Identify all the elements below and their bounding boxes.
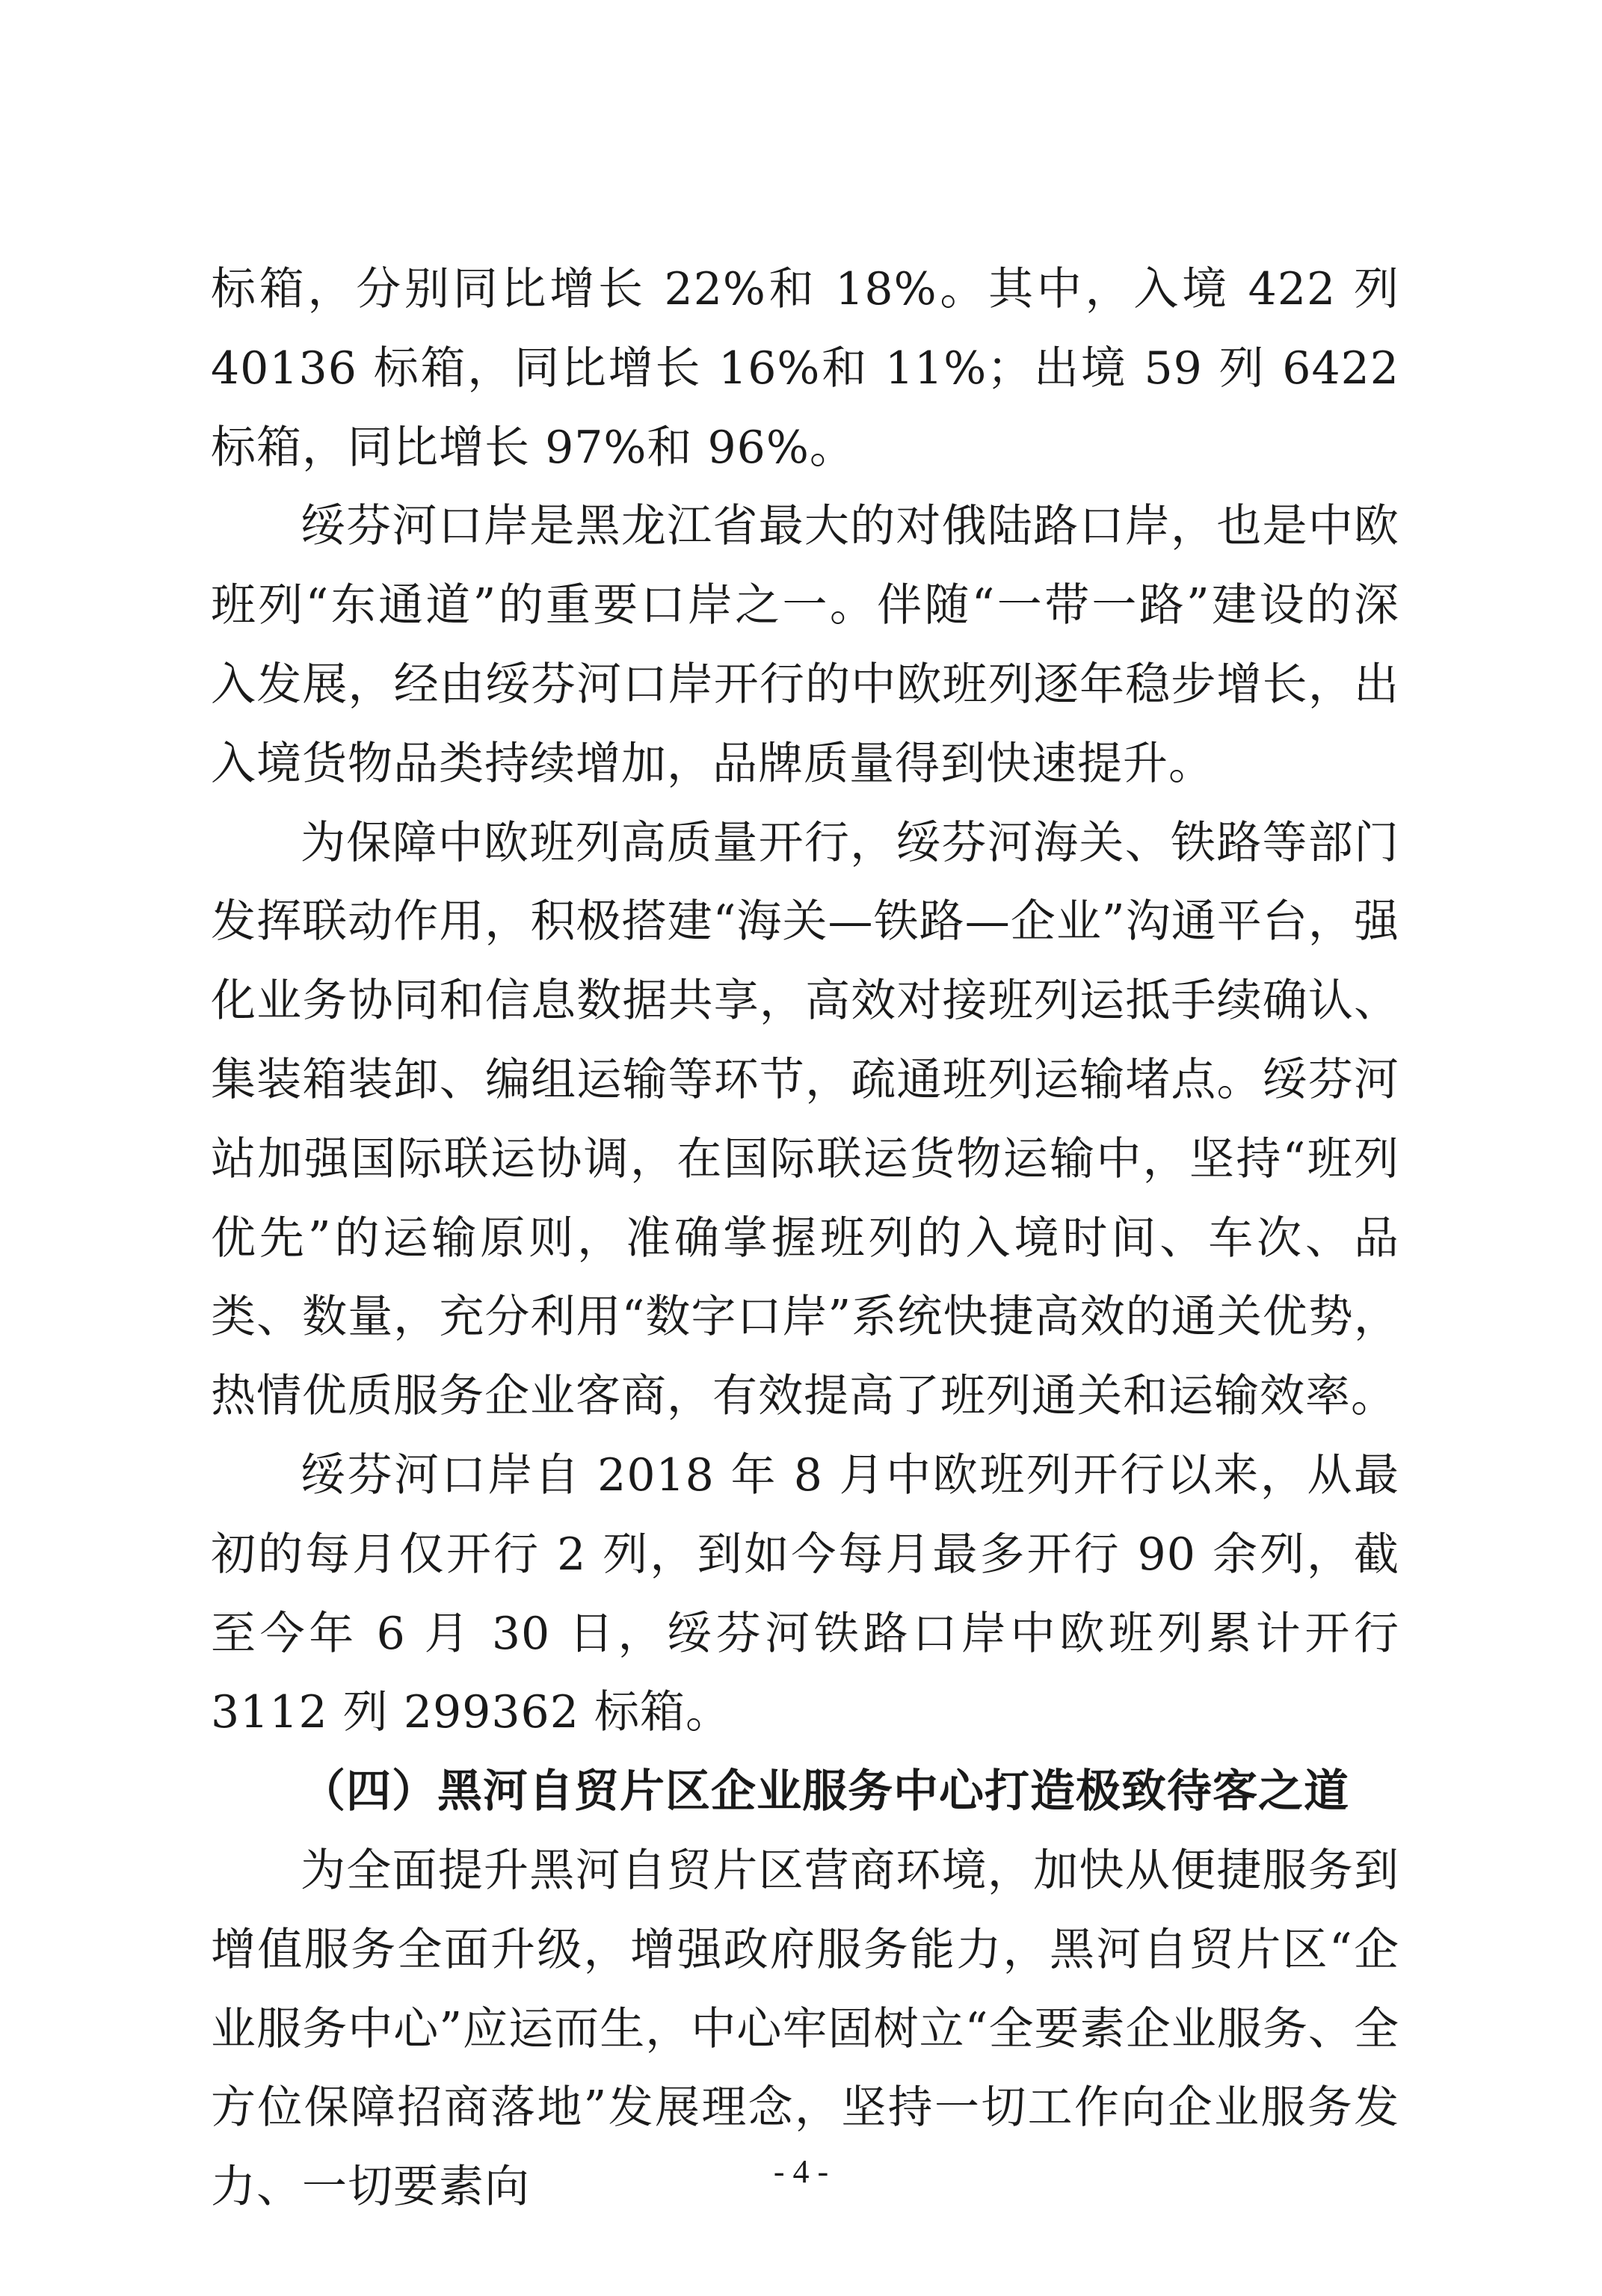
page-number: - 4 - (773, 2153, 829, 2190)
paragraph-3: 为保障中欧班列高质量开行，绥芬河海关、铁路等部门发挥联动作用，积极搭建“海关—铁路—企业”沟通平台，强化业务协同和信息数据共享，高效对接班列运抵手续确认、集装箱装卸、编组运输等环节，疏通班列运输堵点。绥芬河站加强国际联运协调，在国际联运货物运输中，坚持“班列优先”的运输原则，准确掌握班列的入境时间、车次、品类、数量，充分利用“数字口岸”系统快捷高效的通关优势，热情优质服务企业客商，有效提高了班列通关和运输效率。 (211, 816, 1399, 1423)
paragraph-1: 标箱，分别同比增长 22%和 18%。其中，入境 422 列 40136 标箱，同比增长 16%和 11%；出境 59 列 6422 标箱，同比增长 97%和 96%。 (211, 263, 1399, 474)
paragraph-5: 为全面提升黑河自贸片区营商环境，加快从便捷服务到增值服务全面升级，增强政府服务能力，黑河自贸片区“企业服务中心”应运而生，中心牢固树立“全要素企业服务、全方位保障招商落地”发展理念，坚持一切工作向企业服务发力、一切要素向 (211, 1844, 1399, 2214)
document-body (211, 250, 1399, 2227)
paragraph-4: 绥芬河口岸自 2018 年 8 月中欧班列开行以来，从最初的每月仅开行 2 列，到如今每月最多开行 90 余列，截至今年 6 月 30 日，绥芬河铁路口岸中欧班列累计开行 3112 列 299362 标箱。 (211, 1448, 1399, 1739)
paragraph-2: 绥芬河口岸是黑龙江省最大的对俄陆路口岸，也是中欧班列“东通道”的重要口岸之一。伴随“一带一路”建设的深入发展，经由绥芬河口岸开行的中欧班列逐年稳步增长，出入境货物品类持续增加，品牌质量得到快速提升。 (211, 500, 1399, 790)
section-heading: （四）黑河自贸片区企业服务中心打造极致待客之道 (301, 1765, 1349, 1818)
